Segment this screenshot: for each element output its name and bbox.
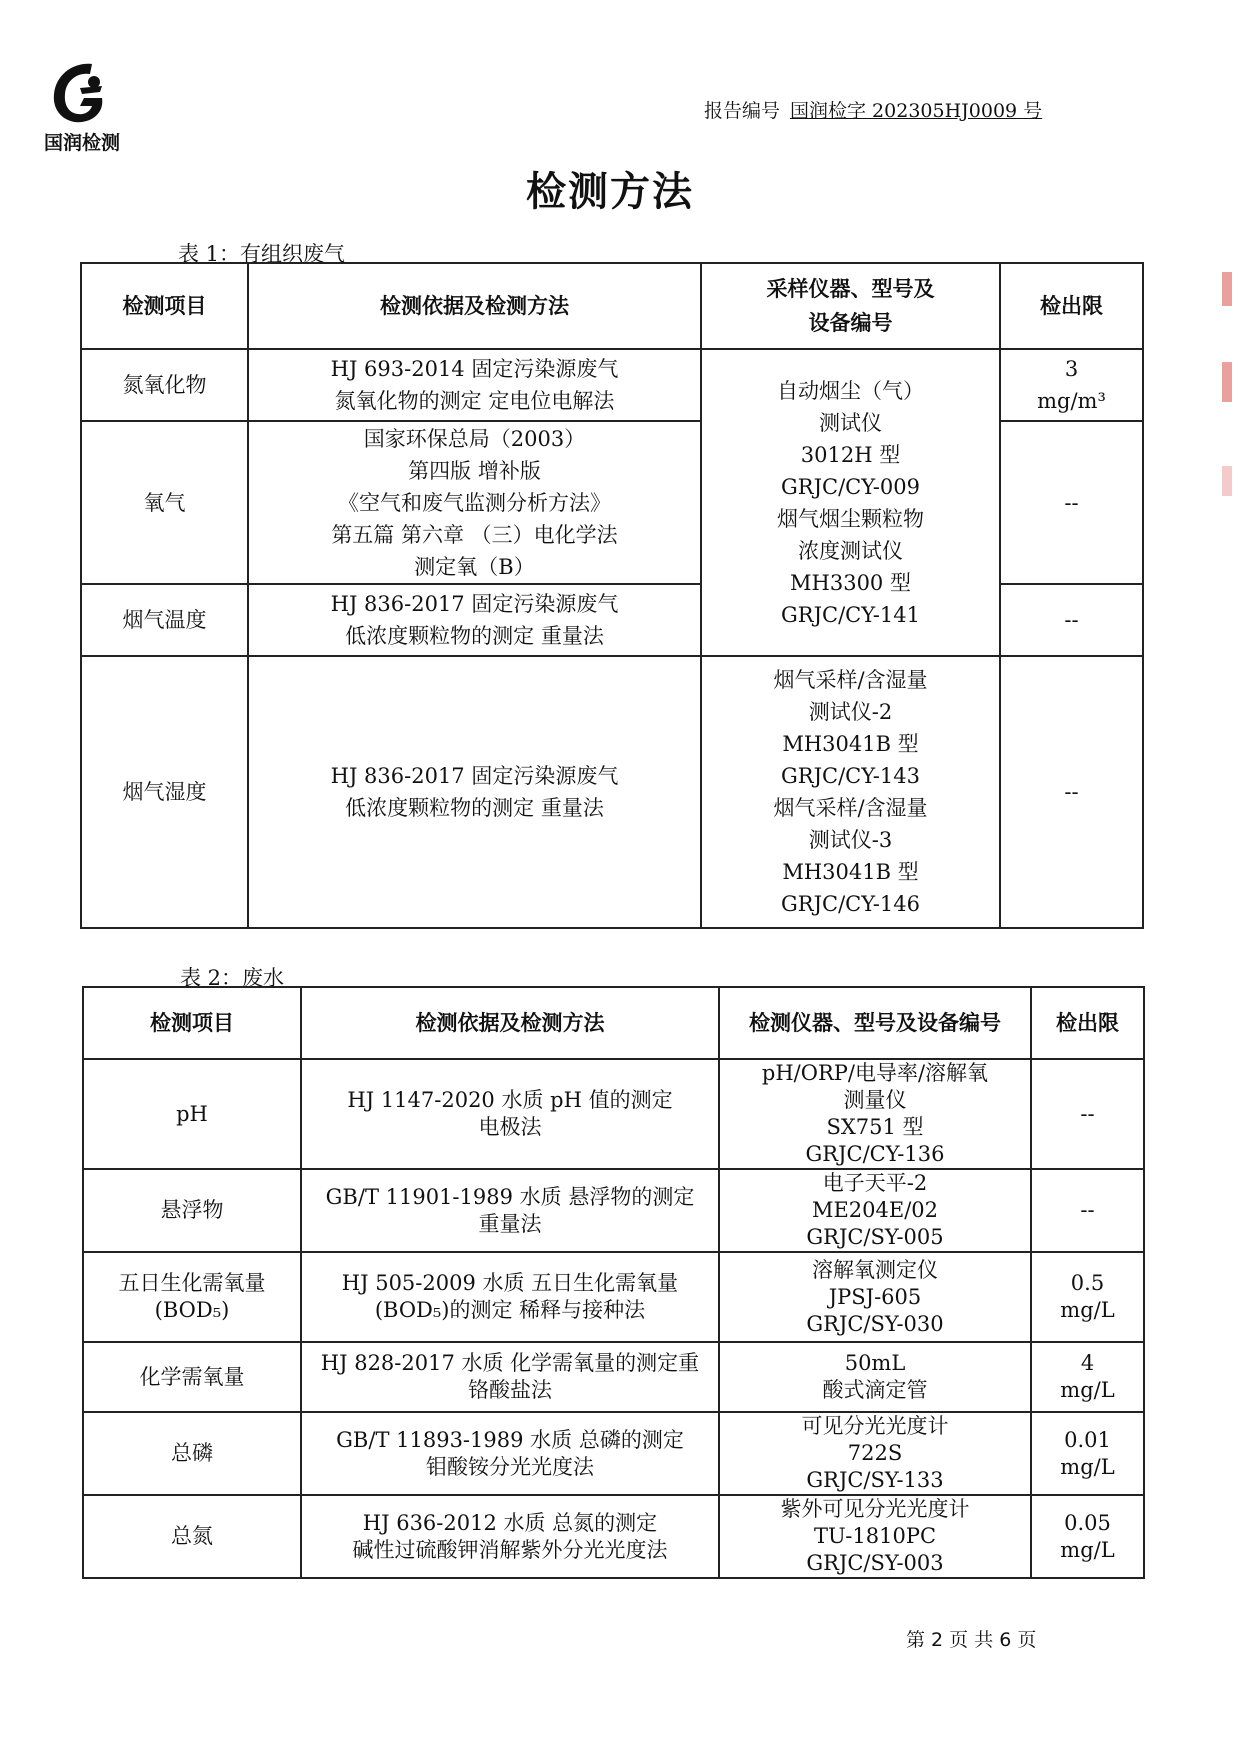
t1-method — [248, 421, 701, 584]
t1-instrument-line: 烟气采样/含湿量 — [773, 668, 928, 692]
t2-method — [301, 1252, 719, 1342]
t2-instrument-line: 50mL — [844, 1351, 906, 1375]
t2-instrument-line: 可见分光光度计 — [801, 1414, 949, 1438]
t1-instrument-line: MH3300 型 — [790, 570, 911, 595]
t1-instrument-group — [701, 349, 1000, 656]
t1-limit-line: 3 — [1064, 357, 1079, 381]
t2-item: 总氮 — [83, 1495, 301, 1578]
page-title: 检测方法 — [526, 169, 694, 215]
t2-item: 悬浮物 — [83, 1169, 301, 1252]
table-row — [83, 1342, 1144, 1412]
t2-limit-line: mg/L — [1060, 1378, 1115, 1402]
t2-limit-line: 4 — [1080, 1351, 1095, 1375]
t1-method-line: HJ 836-2017 固定污染源废气 — [330, 764, 619, 788]
t2-method-line: HJ 636-2012 水质 总氮的测定 — [362, 1510, 658, 1535]
t2-limit — [1031, 1412, 1144, 1495]
t2-item: 总磷 — [83, 1412, 301, 1495]
report-number-label: 报告编号 — [704, 100, 781, 122]
table-row — [83, 1252, 1144, 1342]
t2-limit: -- — [1031, 1169, 1144, 1252]
t1-item: 氮氧化物 — [81, 349, 248, 421]
t2-header-item: 检测项目 — [83, 987, 301, 1059]
t2-instrument — [719, 1252, 1031, 1342]
t1-method-line: 《空气和废气监测分析方法》 — [338, 490, 611, 515]
t2-instrument-line: 测量仪 — [843, 1088, 907, 1112]
t1-item: 烟气温度 — [81, 584, 248, 656]
t2-method-line: 钼酸铵分光光度法 — [426, 1454, 594, 1479]
t1-instrument-line: GRJC/CY-143 — [781, 764, 920, 788]
table-row — [83, 1169, 1144, 1252]
t2-instrument-line: 722S — [847, 1441, 903, 1465]
t1-limit-line: mg/m³ — [1037, 389, 1106, 413]
t2-instrument-line: GRJC/SY-005 — [806, 1225, 944, 1249]
t1-header-method: 检测依据及检测方法 — [248, 263, 701, 349]
t2-instrument-line: GRJC/SY-030 — [806, 1311, 944, 1336]
t1-method-line: 第四版 增补版 — [408, 458, 541, 483]
t2-instrument-line: 电子天平-2 — [822, 1171, 928, 1195]
t2-instrument-line: GRJC/CY-136 — [805, 1142, 945, 1166]
t1-limit: -- — [1000, 421, 1143, 584]
t1-item: 氧气 — [81, 421, 248, 584]
t1-method-line: 低浓度颗粒物的测定 重量法 — [345, 796, 604, 820]
t2-item-line: 五日生化需氧量 — [118, 1271, 266, 1295]
table-row — [83, 1412, 1144, 1495]
t2-instrument-line: GRJC/SY-133 — [806, 1468, 944, 1492]
seal-fragment — [1222, 272, 1232, 306]
t1-instrument-line: 浓度测试仪 — [798, 538, 903, 563]
t2-instrument-line: 紫外可见分光光度计 — [780, 1497, 970, 1521]
table-row — [81, 656, 1143, 928]
logo-g-icon — [44, 58, 114, 128]
table1-exhaust-gas — [80, 262, 1144, 929]
table2-caption: 表 2：废水 — [180, 966, 285, 990]
t2-instrument-line: GRJC/SY-003 — [806, 1551, 944, 1575]
t2-header-instrument: 检测仪器、型号及设备编号 — [719, 987, 1031, 1059]
report-number-value: 国润检字 202305HJ0009 号 — [790, 100, 1043, 122]
t2-method-line: 重量法 — [478, 1211, 542, 1236]
t2-method-line: 电极法 — [478, 1115, 542, 1139]
table-row — [83, 1059, 1144, 1169]
t2-item-line: (BOD₅) — [154, 1298, 230, 1322]
t1-instrument-line: 3012H 型 — [800, 442, 901, 467]
report-number — [704, 96, 1042, 123]
t1-instrument-line: GRJC/CY-141 — [781, 602, 920, 627]
t1-instrument-line: 测试仪 — [819, 410, 882, 435]
t2-method-line: HJ 1147-2020 水质 pH 值的测定 — [347, 1088, 673, 1112]
t1-method-line: 测定氧（B） — [414, 554, 535, 579]
t1-header-instrument — [701, 263, 1000, 349]
t1-instrument-line: GRJC/CY-146 — [781, 892, 920, 916]
t2-limit-line: 0.05 — [1064, 1510, 1111, 1535]
t2-method-line: 碱性过硫酸钾消解紫外分光光度法 — [352, 1537, 668, 1562]
t2-limit-line: 0.5 — [1070, 1271, 1105, 1295]
t1-limit: -- — [1000, 656, 1143, 928]
t1-item: 烟气湿度 — [81, 656, 248, 928]
t2-limit-line: mg/L — [1060, 1298, 1115, 1322]
t1-method-line: 氮氧化物的测定 定电位电解法 — [334, 389, 615, 413]
t2-method-line: (BOD₅)的测定 稀释与接种法 — [374, 1298, 646, 1322]
t1-method-line: HJ 836-2017 固定污染源废气 — [330, 592, 619, 616]
t1-limit: -- — [1000, 584, 1143, 656]
t2-instrument — [719, 1495, 1031, 1578]
t1-method — [248, 584, 701, 656]
t2-method-line: HJ 828-2017 水质 化学需氧量的测定重 — [320, 1351, 700, 1375]
t2-limit-line: mg/L — [1060, 1454, 1115, 1479]
t1-instrument-line: 烟气采样/含湿量 — [773, 796, 928, 820]
table2-wastewater — [82, 986, 1145, 1579]
t1-header-instrument-l2: 设备编号 — [808, 311, 893, 335]
t1-instrument-line: 自动烟尘（气） — [777, 378, 924, 403]
t1-instrument-humidity — [701, 656, 1000, 928]
t1-method-line: 第五篇 第六章 （三）电化学法 — [331, 522, 618, 547]
t2-instrument — [719, 1169, 1031, 1252]
t2-item: 化学需氧量 — [83, 1342, 301, 1412]
t1-method-line: HJ 693-2014 固定污染源废气 — [330, 357, 619, 381]
t2-header-method: 检测依据及检测方法 — [301, 987, 719, 1059]
logo-text: 国润检测 — [44, 132, 121, 154]
t2-instrument-line: pH/ORP/电导率/溶解氧 — [761, 1061, 989, 1085]
t2-instrument — [719, 1059, 1031, 1169]
t2-method — [301, 1495, 719, 1578]
t2-instrument-line: 溶解氧测定仪 — [812, 1257, 938, 1282]
company-logo — [44, 58, 144, 155]
t2-method — [301, 1342, 719, 1412]
t2-limit — [1031, 1252, 1144, 1342]
t2-method — [301, 1059, 719, 1169]
table-row — [81, 349, 1143, 421]
t2-method — [301, 1169, 719, 1252]
t1-method — [248, 656, 701, 928]
t1-instrument-line: MH3041B 型 — [782, 732, 919, 756]
t2-limit-line: mg/L — [1060, 1537, 1115, 1562]
t2-instrument — [719, 1342, 1031, 1412]
t2-method-line: GB/T 11901-1989 水质 悬浮物的测定 — [325, 1184, 695, 1209]
t2-limit — [1031, 1495, 1144, 1578]
t1-instrument-line: MH3041B 型 — [782, 860, 919, 884]
t1-instrument-line: 烟气烟尘颗粒物 — [777, 506, 924, 531]
t2-limit: -- — [1031, 1059, 1144, 1169]
t2-instrument-line: JPSJ-605 — [828, 1284, 922, 1309]
t1-header-limit: 检出限 — [1000, 263, 1143, 349]
t1-method — [248, 349, 701, 421]
t2-header-limit: 检出限 — [1031, 987, 1144, 1059]
t2-limit-line: 0.01 — [1064, 1427, 1111, 1452]
t2-instrument-line: 酸式滴定管 — [822, 1378, 928, 1402]
t1-instrument-line: 测试仪-3 — [808, 828, 893, 852]
t1-method-line: 低浓度颗粒物的测定 重量法 — [345, 624, 604, 648]
t2-item — [83, 1252, 301, 1342]
t1-instrument-line: 测试仪-2 — [808, 700, 893, 724]
seal-fragment — [1222, 466, 1232, 496]
table2-header-row — [83, 987, 1144, 1059]
t2-item: pH — [83, 1059, 301, 1169]
table1-caption: 表 1：有组织废气 — [178, 242, 346, 266]
t2-instrument — [719, 1412, 1031, 1495]
t1-header-item: 检测项目 — [81, 263, 248, 349]
table-row — [83, 1495, 1144, 1578]
t1-method-line: 国家环保总局（2003） — [363, 426, 586, 451]
table1-header-row — [81, 263, 1143, 349]
t1-instrument-line: GRJC/CY-009 — [781, 474, 920, 499]
t2-method-line: HJ 505-2009 水质 五日生化需氧量 — [341, 1271, 679, 1295]
seal-fragment — [1222, 362, 1232, 402]
t2-method-line: 铬酸盐法 — [468, 1378, 552, 1402]
t2-instrument-line: ME204E/02 — [811, 1198, 939, 1222]
t1-limit — [1000, 349, 1143, 421]
t1-header-instrument-l1: 采样仪器、型号及 — [766, 277, 935, 301]
t2-instrument-line: SX751 型 — [826, 1115, 924, 1139]
t2-method-line: GB/T 11893-1989 水质 总磷的测定 — [336, 1427, 684, 1452]
page-number: 第 2 页 共 6 页 — [906, 1629, 1037, 1651]
t2-method — [301, 1412, 719, 1495]
t2-limit — [1031, 1342, 1144, 1412]
t2-instrument-line: TU-1810PC — [813, 1524, 937, 1548]
